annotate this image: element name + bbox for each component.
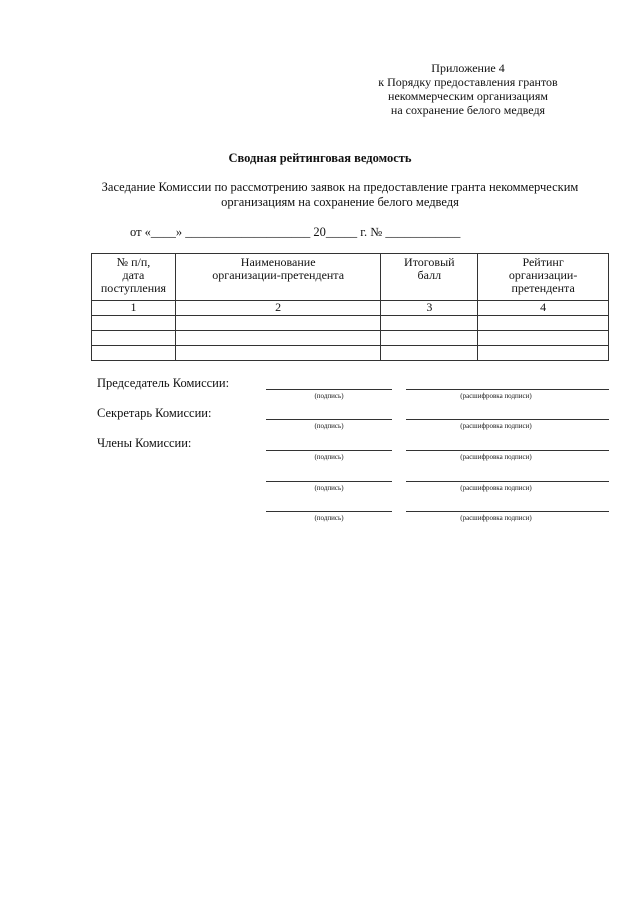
chairman-label: Председатель Комиссии:: [97, 376, 230, 390]
table-column-numbers-row: [92, 301, 609, 316]
column-number-cell: 4: [478, 301, 609, 316]
member-signature-line[interactable]: [266, 450, 392, 451]
signature-caption: (подпись): [314, 392, 344, 400]
secretary-decode-line[interactable]: [406, 419, 609, 420]
subtitle-line-2: организациям на сохранение белого медведя: [221, 195, 459, 209]
table-cell[interactable]: [478, 331, 609, 346]
chairman-decode-line[interactable]: [406, 389, 609, 390]
member-signature-line[interactable]: [266, 481, 392, 482]
column-number-cell: 2: [175, 301, 380, 316]
signature-caption: (подпись): [314, 514, 344, 522]
table-row: [92, 346, 609, 361]
member-decode-line[interactable]: [406, 511, 609, 512]
table-cell[interactable]: [478, 346, 609, 361]
document-subtitle: [90, 180, 590, 210]
column-number-cell: 1: [92, 301, 176, 316]
table-cell[interactable]: [175, 316, 380, 331]
table-cell[interactable]: [175, 346, 380, 361]
decode-caption: (расшифровка подписи): [460, 514, 532, 522]
table-cell[interactable]: [175, 331, 380, 346]
header-cell-number: № п/п, дата поступления: [92, 254, 176, 301]
appendix-line-3: некоммерческим организациям: [388, 89, 548, 103]
table-cell[interactable]: [381, 331, 478, 346]
subtitle-line-1: Заседание Комиссии по рассмотрению заявок на предоставление гранта некоммерческим: [101, 180, 579, 194]
member-decode-line[interactable]: [406, 450, 609, 451]
header-cell-rating: Рейтинг организации- претендента: [478, 254, 609, 301]
document-title: Сводная рейтинговая ведомость: [228, 151, 412, 165]
date-number-line: от «____» ____________________ 20_____ г. № ____________: [130, 225, 461, 239]
header-cell-organization: Наименование организации-претендента: [175, 254, 380, 301]
decode-caption: (расшифровка подписи): [460, 484, 532, 492]
table-header-row: [92, 254, 609, 301]
signature-caption: (подпись): [314, 422, 344, 430]
table-cell[interactable]: [92, 331, 176, 346]
appendix-line-4: на сохранение белого медведя: [390, 103, 546, 117]
appendix-line-2: к Порядку предоставления грантов: [378, 75, 558, 89]
decode-caption: (расшифровка подписи): [460, 392, 532, 400]
member-signature-line[interactable]: [266, 511, 392, 512]
secretary-signature-line[interactable]: [266, 419, 392, 420]
members-label: Члены Комиссии:: [97, 436, 192, 450]
secretary-label: Секретарь Комиссии:: [97, 406, 212, 420]
member-decode-line[interactable]: [406, 481, 609, 482]
appendix-block: [358, 61, 578, 117]
decode-caption: (расшифровка подписи): [460, 453, 532, 461]
signature-caption: (подпись): [314, 453, 344, 461]
table-row: [92, 331, 609, 346]
table-row: [92, 316, 609, 331]
appendix-line-1: Приложение 4: [431, 61, 505, 75]
column-number-cell: 3: [381, 301, 478, 316]
header-cell-score: Итоговый балл: [381, 254, 478, 301]
signature-caption: (подпись): [314, 484, 344, 492]
table-cell[interactable]: [381, 316, 478, 331]
table-cell[interactable]: [381, 346, 478, 361]
decode-caption: (расшифровка подписи): [460, 422, 532, 430]
rating-table: [91, 253, 609, 361]
chairman-signature-line[interactable]: [266, 389, 392, 390]
table-cell[interactable]: [478, 316, 609, 331]
table-cell[interactable]: [92, 316, 176, 331]
table-cell[interactable]: [92, 346, 176, 361]
